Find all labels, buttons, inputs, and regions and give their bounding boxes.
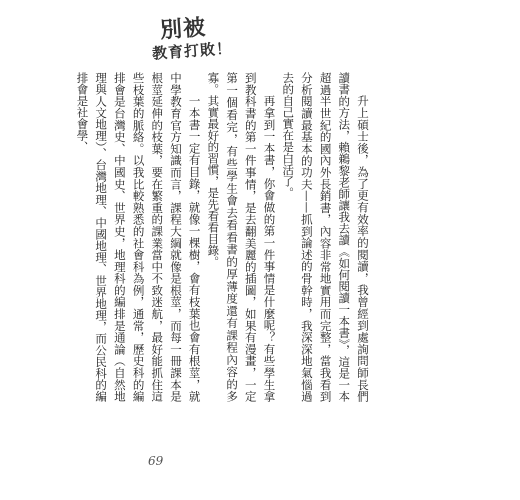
chapter-title-line-2: 教育打敗！ [151,39,233,63]
paragraph: 一本書一定有目錄，就像一棵樹，會有枝葉也會有根莖，就中學教育官方知識而言，課程大綱就像是根莖，而每一冊課本是根莖延伸的枝葉，要在繁重的課業當中不致迷航，最好能抓住這些枝葉的脈絡。以我比較熟悉的社會科為例，通常，歷史科的編排會是台灣史、中國史、世界史，地理科的編排是通論（自然地理與人文地理）、台灣地理、中國地理、世界地理，而公民科的編排會是社會學、 [75,72,202,402]
paragraph: 升上碩士後，為了更有效率的閱讀，我曾經到處詢問師長們讀書的方法，賴鵜黎老師讓我去讀《如何閱讀一本書》，這是一本超過半世紀的國內外長銷書，內容非常地實用而完整，當我看到分析閱讀最基本的功夫——抓到論述的骨幹時，我深深地氣惱過去的自己實在是白活了。 [281,72,370,402]
page-number: 69 [148,454,164,468]
body-text [73,72,372,402]
chapter-title-line-1: 別被 [159,15,207,44]
paragraph: 再拿到一本書，你會做的第一件事情是什麼呢？有些學生拿到教科書的第一件事情，是去翻美麗的插圖，如果有漫畫，一定第一個看完，有些學生會去看看書的厚薄度還有課程內容的多寡。其實最好的習慣，是先看看目錄。 [206,72,277,402]
chapter-header [152,12,292,72]
